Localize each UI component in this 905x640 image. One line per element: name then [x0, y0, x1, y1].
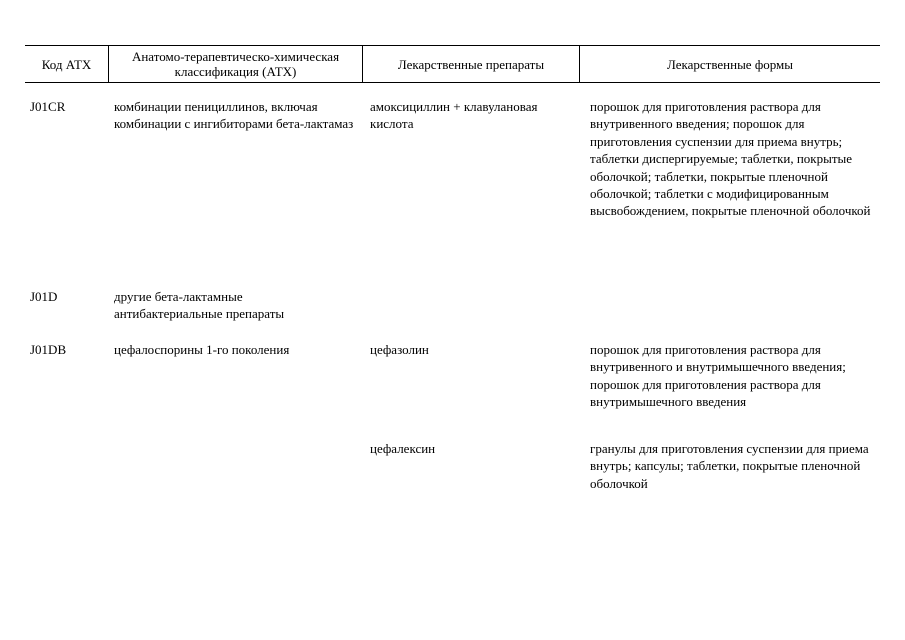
drug-name: цефазолин	[370, 342, 429, 357]
drug-name: цефалексин	[370, 441, 436, 456]
atc-code: J01CR	[30, 99, 66, 114]
dosage-forms: гранулы для приготовления суспензии для приема внутрь; капсулы; таблетки, покрытые пленочной оболочкой	[590, 441, 869, 491]
atc-classification: комбинации пенициллинов, включая комбинации с ингибиторами бета-лактамаз	[114, 99, 354, 132]
header-code: Код АТХ	[41, 56, 92, 72]
dosage-forms: порошок для приготовления раствора для внутривенного введения; порошок для приготовления суспензии для приема внутрь; таблетки диспергируемые; таблетки, покрытые оболочкой; таблетки, покрытые пленочной оболочкой; таблетки с модифицированным высвобождением, покрытые пленочной оболочкой	[590, 99, 871, 219]
header-forms: Лекарственные формы	[666, 56, 794, 72]
atc-code: J01DB	[30, 342, 67, 357]
header-drugs: Лекарственные препараты	[397, 56, 545, 72]
atc-code: J01D	[30, 289, 58, 304]
dosage-forms: порошок для приготовления раствора для внутривенного и внутримышечного введения; порошок для приготовления раствора для внутримышечного введения	[590, 342, 846, 410]
atc-classification: цефалоспорины 1-го поколения	[114, 342, 290, 357]
atc-classification: другие бета-лактамные антибактериальные препараты	[114, 289, 285, 322]
drug-name: амоксициллин + клавулановая кислота	[370, 99, 538, 132]
table-header	[25, 45, 880, 83]
header-classification: Анатомо-терапевтическо-химическая классификация (АТХ)	[131, 49, 340, 79]
